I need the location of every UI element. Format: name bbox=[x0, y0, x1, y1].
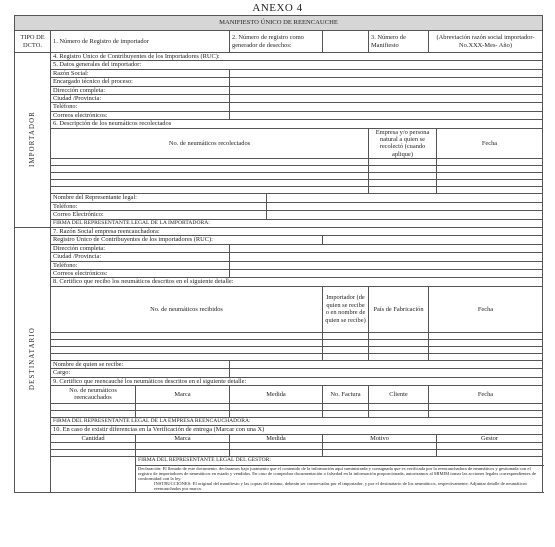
recolectados-cell[interactable] bbox=[51, 166, 369, 173]
reencauchados-cell[interactable] bbox=[230, 403, 323, 410]
reencauchados-cell[interactable] bbox=[429, 403, 543, 410]
razon-social-field[interactable] bbox=[230, 69, 543, 77]
nombre-recibe-field[interactable] bbox=[230, 360, 543, 368]
razon-social-label: Razón Social: bbox=[51, 69, 230, 77]
representante-legal-label: Nombre del Representante legal: bbox=[51, 194, 267, 202]
col-marca-diferencia: Marca bbox=[136, 434, 230, 442]
representante-telefono-field[interactable] bbox=[267, 202, 543, 210]
col-factura: No. Factura bbox=[323, 385, 369, 403]
direccion-destinatario-label: Dirección completa: bbox=[51, 244, 230, 252]
ruc-destinatario-label: Registro Único de Contribuyentes de los importadores (RUC): bbox=[51, 236, 323, 244]
correos-field[interactable] bbox=[230, 111, 543, 119]
diferencias-cell[interactable] bbox=[51, 443, 136, 450]
declaracion-paragraph: Declaración: El llenado de este documento. declaramos bajo juramento que el contenido de la información aquí suministrada y consignada que es verificada por la reencauchadora de neumáticos y gestionada con el registro de importadores de neumáticos en estado y vendidos. En caso de comprobar documentación o falsedad en la información proporcionada, autorizamos al MIMIM tomar las acciones legales correspondientes de conformidad con la ley. bbox=[138, 465, 536, 481]
firma-gestor-label: FIRMA DEL REPRESENTANTE LEGAL DEL GESTOR: bbox=[136, 457, 543, 465]
direccion-field[interactable] bbox=[230, 86, 543, 94]
reencauchados-cell[interactable] bbox=[323, 410, 369, 417]
col-fecha-reencauchados: Fecha bbox=[429, 385, 543, 403]
recibidos-cell[interactable] bbox=[369, 339, 429, 346]
recolectados-cell[interactable] bbox=[437, 159, 543, 166]
registro-generador-value[interactable] bbox=[323, 31, 369, 53]
direccion-label: Dirección completa: bbox=[51, 86, 230, 94]
diferencias-cell[interactable] bbox=[323, 443, 437, 450]
recolectados-cell[interactable] bbox=[369, 159, 437, 166]
diferencias-cell[interactable] bbox=[51, 450, 136, 457]
recibidos-cell[interactable] bbox=[51, 332, 323, 339]
footer-spacer bbox=[51, 457, 136, 492]
telefono-destinatario-label: Teléfono: bbox=[51, 261, 230, 269]
reencauchados-cell[interactable] bbox=[369, 403, 429, 410]
recibidos-cell[interactable] bbox=[51, 346, 323, 353]
recolectados-cell[interactable] bbox=[51, 159, 369, 166]
tipo-documento-label: TIPO DE DCTO. bbox=[15, 31, 51, 53]
destinatario-section-label: DESTINATARIO bbox=[15, 227, 51, 492]
col-importador-recibe: Importador (de quien se recibe o en nombre de quien se recibe) bbox=[323, 286, 369, 332]
form-title: MANIFIESTO ÚNICO DE REENCAUCHE bbox=[15, 16, 543, 31]
recibidos-cell[interactable] bbox=[323, 332, 369, 339]
descripcion-recolectados-heading: 6. Descripción de los neumáticos recolectados bbox=[51, 120, 543, 128]
representante-correo-field[interactable] bbox=[267, 211, 543, 219]
correos-destinatario-field[interactable] bbox=[230, 269, 543, 277]
declaracion-text bbox=[136, 465, 543, 492]
correos-label: Correos electrónicos: bbox=[51, 111, 230, 119]
ciudad-destinatario-field[interactable] bbox=[230, 253, 543, 261]
diferencias-cell[interactable] bbox=[136, 443, 230, 450]
representante-legal-field[interactable] bbox=[267, 194, 543, 202]
col-fecha-recolectados: Fecha bbox=[437, 128, 543, 159]
ciudad-label: Ciudad /Provincia: bbox=[51, 95, 230, 103]
recolectados-cell[interactable] bbox=[369, 166, 437, 173]
recibidos-cell[interactable] bbox=[323, 346, 369, 353]
col-neumaticos-recolectados: No. de neumáticos recolectados bbox=[51, 128, 369, 159]
recolectados-cell[interactable] bbox=[51, 187, 369, 194]
col-medida-diferencia: Medida bbox=[230, 434, 323, 442]
col-neumaticos-reencauchados: No. de neumáticos reencauchados bbox=[51, 385, 136, 403]
recibidos-cell[interactable] bbox=[369, 353, 429, 360]
ruc-destinatario-field[interactable] bbox=[323, 236, 543, 244]
telefono-label: Teléfono: bbox=[51, 103, 230, 111]
representante-telefono-label: Teléfono: bbox=[51, 202, 267, 210]
registro-generador-label: 2. Número de registro como generador de desechos: bbox=[230, 31, 323, 53]
diferencias-cell[interactable] bbox=[323, 450, 437, 457]
diferencias-cell[interactable] bbox=[230, 443, 323, 450]
cargo-label: Cargo: bbox=[51, 369, 230, 377]
certifico-recibo-heading: 8. Certifico que recibo los neumáticos descritos en el siguiente detalle: bbox=[51, 278, 543, 286]
diferencias-cell[interactable] bbox=[437, 450, 543, 457]
cargo-field[interactable] bbox=[230, 369, 543, 377]
diferencias-heading: 10. En caso de existir diferencias en la Verificación de entrega (Marcar con una X) bbox=[51, 426, 543, 434]
col-medida: Medida bbox=[230, 385, 323, 403]
recibidos-cell[interactable] bbox=[51, 353, 323, 360]
manifest-form bbox=[14, 15, 543, 493]
firma-reencauchadora-label: FIRMA DEL REPRESENTANTE LEGAL DE LA EMPRESA REENCAUCHADORA: bbox=[51, 417, 543, 425]
reencauchados-cell[interactable] bbox=[230, 410, 323, 417]
certifico-reencauche-heading: 9. Certifico que reencauché los neumáticos descritos en el siguiente detalle: bbox=[51, 377, 543, 385]
recolectados-cell[interactable] bbox=[51, 180, 369, 187]
recolectados-cell[interactable] bbox=[437, 180, 543, 187]
recibidos-cell[interactable] bbox=[429, 332, 543, 339]
diferencias-cell[interactable] bbox=[136, 450, 230, 457]
recibidos-cell[interactable] bbox=[369, 332, 429, 339]
col-empresa-recolectada: Empresa y/o persona natural a quien se recolectó (cuando aplique) bbox=[369, 128, 437, 159]
encargado-tecnico-field[interactable] bbox=[230, 78, 543, 86]
recibidos-cell[interactable] bbox=[429, 346, 543, 353]
registro-importador-label: 1. Número de Registro de importador bbox=[51, 31, 230, 53]
ciudad-destinatario-label: Ciudad /Provincia: bbox=[51, 253, 230, 261]
encargado-tecnico-label: Encargado técnico del proceso: bbox=[51, 78, 230, 86]
col-neumaticos-recibidos: No. de neumáticos recibidos bbox=[51, 286, 323, 332]
col-gestor: Gestor bbox=[437, 434, 543, 442]
col-motivo: Motivo bbox=[323, 434, 437, 442]
recolectados-cell[interactable] bbox=[51, 173, 369, 180]
numero-manifiesto-label: 3. Número de Manifiesto bbox=[369, 31, 429, 53]
reencauchados-cell[interactable] bbox=[51, 410, 136, 417]
reencauchados-cell[interactable] bbox=[323, 403, 369, 410]
col-cantidad: Cantidad bbox=[51, 434, 136, 442]
ciudad-field[interactable] bbox=[230, 95, 543, 103]
ruc-importador-label: 4. Registro Único de Contribuyentes de los Importadores (RUC): bbox=[51, 53, 543, 61]
reencauchados-cell[interactable] bbox=[369, 410, 429, 417]
diferencias-cell[interactable] bbox=[230, 450, 323, 457]
recibidos-cell[interactable] bbox=[323, 339, 369, 346]
col-fecha-recibidos: Fecha bbox=[429, 286, 543, 332]
razon-social-reencauchadora-label: 7. Razón Social empresa reencauchadora: bbox=[51, 227, 543, 235]
correos-destinatario-label: Correos electrónicos: bbox=[51, 269, 230, 277]
diferencias-cell[interactable] bbox=[437, 443, 543, 450]
col-cliente: Cliente bbox=[369, 385, 429, 403]
recolectados-cell[interactable] bbox=[369, 187, 437, 194]
col-marca: Marca bbox=[136, 385, 230, 403]
recibidos-cell[interactable] bbox=[429, 353, 543, 360]
telefono-field[interactable] bbox=[230, 103, 543, 111]
col-pais-fabricacion: País de Fabricación bbox=[369, 286, 429, 332]
recibidos-cell[interactable] bbox=[429, 339, 543, 346]
recibidos-cell[interactable] bbox=[369, 346, 429, 353]
firma-importadora-label: FIRMA DEL REPRESENTANTE LEGAL DE LA IMPORTADORA: bbox=[51, 219, 543, 227]
instrucciones-paragraph: INSTRUCCIONES: El original del manifiesto y las copias del mismo, deberán ser conservadas por el importador, y por el destinatario de los neumáticos, respectivamente. Adjuntar detalle de neumáticos reencauchados por marca. bbox=[154, 481, 527, 492]
numero-manifiesto-hint: (Abreviación razón social importador- No.XXX-Mes- Año) bbox=[429, 31, 543, 53]
recolectados-cell[interactable] bbox=[437, 187, 543, 194]
recolectados-cell[interactable] bbox=[437, 173, 543, 180]
datos-generales-heading: 5. Datos generales del importador: bbox=[51, 61, 543, 69]
representante-correo-label: Correo Electrónico: bbox=[51, 211, 267, 219]
reencauchados-cell[interactable] bbox=[51, 403, 136, 410]
recolectados-cell[interactable] bbox=[369, 180, 437, 187]
reencauchados-cell[interactable] bbox=[429, 410, 543, 417]
importador-section-label: IMPORTADOR bbox=[15, 53, 51, 228]
recolectados-cell[interactable] bbox=[369, 173, 437, 180]
reencauchados-cell[interactable] bbox=[136, 410, 230, 417]
recibidos-cell[interactable] bbox=[323, 353, 369, 360]
recibidos-cell[interactable] bbox=[51, 339, 323, 346]
direccion-destinatario-field[interactable] bbox=[230, 244, 543, 252]
annex-title: ANEXO 4 bbox=[252, 2, 303, 14]
recolectados-cell[interactable] bbox=[437, 166, 543, 173]
nombre-recibe-label: Nombre de quien se recibe: bbox=[51, 360, 230, 368]
reencauchados-cell[interactable] bbox=[136, 403, 230, 410]
telefono-destinatario-field[interactable] bbox=[230, 261, 543, 269]
